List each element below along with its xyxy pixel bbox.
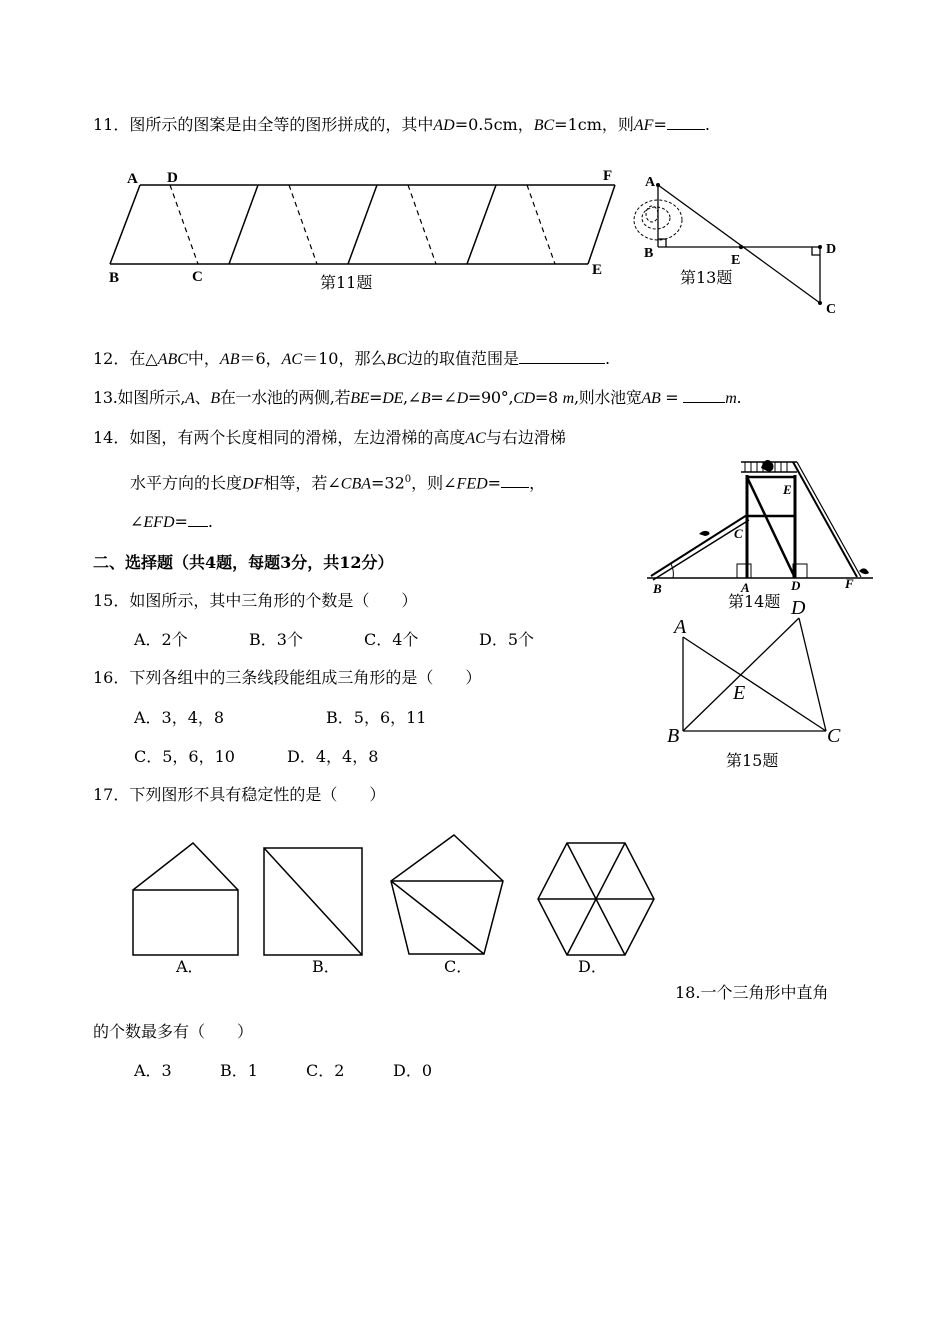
answer-blank[interactable] [683, 388, 725, 403]
q14-caption-clip [728, 592, 788, 611]
q18-line1: 18.一个三角形中直角 [675, 983, 829, 1002]
q17-number: 17． [93, 785, 130, 804]
q16-option-a[interactable]: A．3，4，8 [134, 708, 225, 727]
answer-blank[interactable] [519, 349, 605, 364]
q18-option-c[interactable]: C．2 [306, 1061, 345, 1080]
q11-number: 11． [93, 115, 130, 134]
q17-label-b[interactable]: B． [312, 957, 340, 976]
label-c: C [192, 269, 203, 285]
label-d: D [167, 170, 178, 186]
q18-line2: 的个数最多有（ ） [93, 1022, 254, 1041]
answer-blank[interactable] [667, 115, 705, 130]
label-a: A [127, 171, 138, 187]
q14-line1: 14．如图，有两个长度相同的滑梯，左边滑梯的高度AC与右边滑梯 [93, 428, 566, 447]
label-c: C [826, 302, 837, 317]
q16-option-d[interactable]: D．4，4，8 [287, 747, 379, 766]
q11-line: 11．图所示的图案是由全等的图形拼成的，其中AD=0.5cm，BC=1cm，则AF= . [93, 115, 710, 134]
q12-line: 12．在△ABC中，AB＝6，AC＝10，那么BC边的取值范围是 . [93, 349, 611, 368]
q15-option-a[interactable]: A．2个 [134, 630, 188, 649]
q15-option-d[interactable]: D．5个 [479, 630, 535, 649]
q11-caption: 第11题 [320, 273, 373, 292]
q14-caption: 第14题 [728, 592, 781, 611]
label-d: D [791, 597, 806, 619]
label-a: A [741, 580, 750, 595]
q13-number: 13. [93, 388, 118, 407]
q14-slides-figure [645, 450, 875, 600]
q16-line: 16．下列各组中的三条线段能组成三角形的是（ ） [93, 668, 482, 687]
label-c: C [827, 725, 841, 747]
q15-number: 15． [93, 591, 130, 610]
label-e: E [731, 253, 741, 268]
label-f: F [845, 576, 854, 591]
label-b: B [667, 725, 680, 747]
label-e: E [783, 482, 792, 497]
q13-pond-figure [628, 170, 848, 320]
q15-option-b[interactable]: B．3个 [249, 630, 303, 649]
q14-line2: 水平方向的长度DF相等，若$\angle CBA=32^0$，则∠FED= ， [130, 473, 546, 493]
q18-option-b[interactable]: B．1 [220, 1061, 258, 1080]
q16-option-b[interactable]: B．5，6，11 [326, 708, 427, 727]
label-a: A [645, 175, 656, 190]
q14-number: 14． [93, 428, 130, 447]
q17-label-c[interactable]: C． [444, 957, 473, 976]
q15-caption: 第15题 [726, 751, 779, 770]
q16-option-c[interactable]: C．5，6，10 [134, 747, 235, 766]
label-c: C [734, 526, 743, 541]
section-2-title: 二、选择题（共4题，每题3分，共12分） [93, 553, 394, 572]
q17-label-d[interactable]: D． [578, 957, 607, 976]
q15-line: 15．如图所示，其中三角形的个数是（ ） [93, 591, 418, 610]
q17-shapes-figure [125, 830, 665, 970]
q16-number: 16． [93, 668, 130, 687]
answer-blank[interactable] [501, 473, 529, 488]
q13-caption: 第13题 [680, 268, 733, 287]
q18-option-a[interactable]: A．3 [134, 1061, 172, 1080]
q11-parallelogram-figure [100, 160, 620, 290]
answer-blank[interactable] [188, 512, 208, 527]
label-f: F [603, 168, 613, 184]
q14-line3: ∠EFD= . [130, 512, 214, 531]
label-b: B [644, 246, 654, 261]
label-e: E [733, 682, 746, 704]
label-a: A [674, 616, 687, 638]
label-d: D [826, 242, 837, 257]
q15-triangles-figure [660, 597, 860, 750]
q15-option-c[interactable]: C．4个 [364, 630, 419, 649]
q17-line: 17．下列图形不具有稳定性的是（ ） [93, 785, 386, 804]
label-b: B [653, 581, 662, 596]
q17-label-a[interactable]: A． [176, 957, 204, 976]
q13-line: 13.如图所示,A、B在一水池的两侧,若BE=DE,∠B=∠D=90°,CD=8 m,则水池宽AB = m. [93, 388, 742, 407]
label-e: E [592, 262, 603, 278]
q18-option-d[interactable]: D．0 [393, 1061, 433, 1080]
label-d: D [791, 578, 801, 593]
q12-number: 12． [93, 349, 130, 368]
label-b: B [109, 270, 120, 286]
